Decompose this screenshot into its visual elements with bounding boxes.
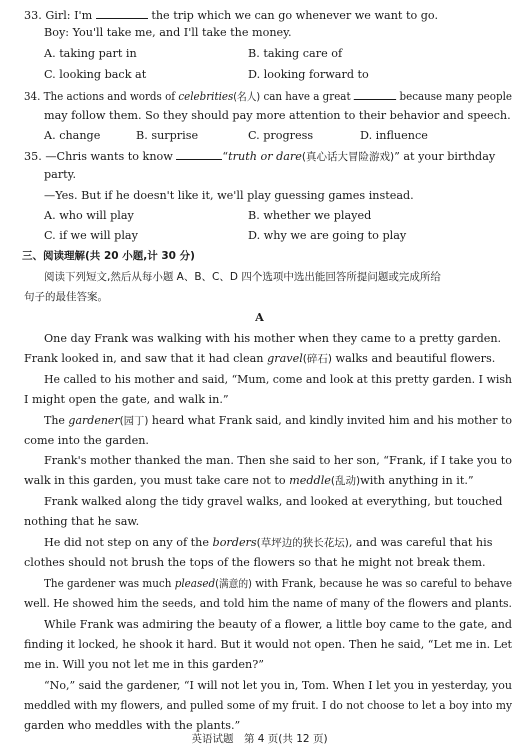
answer-blank bbox=[96, 7, 148, 19]
passage-line: come into the garden. bbox=[24, 434, 149, 447]
passage-line: me in. Will you not let me in this garden?” bbox=[24, 658, 264, 671]
section-heading: 三、阅读理解(共 20 小题,计 30 分) bbox=[22, 250, 195, 262]
passage-line: well. He showed him the seeds, and told him the name of many of the flowers and plants. bbox=[24, 597, 512, 610]
passage-line: I might open the gate, and walk in.” bbox=[24, 393, 229, 406]
question-35-stem: 35. —Chris wants to know “truth or dare(真心话大冒险游戏)” at your birthday bbox=[24, 150, 496, 163]
question-34-stem: 34. The actions and words of celebrities(名人) can have a great because many people bbox=[24, 90, 512, 103]
passage-line: Frank's mother thanked the man. Then she said to her son, “Frank, if I take you to bbox=[44, 454, 513, 467]
passage-line: He did not step on any of the borders(草坪边的狭长花坛), and was careful that his bbox=[44, 536, 493, 549]
answer-blank bbox=[354, 88, 396, 100]
option-35-b: B. whether we played bbox=[248, 209, 372, 222]
passage-line: nothing that he saw. bbox=[24, 515, 140, 528]
passage-line: meddled with my flowers, and pulled some of my fruit. I do not choose to let a boy into my bbox=[24, 699, 512, 712]
question-34-line2: may follow them. So they should pay more attention to their behavior and speech. bbox=[44, 109, 511, 122]
option-35-a: A. who will play bbox=[44, 209, 134, 222]
passage-line: He called to his mother and said, “Mum, come and look at this pretty garden. I wish bbox=[44, 373, 513, 386]
option-33-a: A. taking part in bbox=[44, 47, 137, 60]
passage-line: “No,” said the gardener, “I will not let you in, Tom. When I let you in yesterday, you bbox=[44, 679, 512, 692]
option-34-d: D. influence bbox=[360, 129, 428, 142]
passage-line: The gardener was much pleased(满意的) with Frank, because he was so careful to behave bbox=[44, 577, 512, 590]
option-33-b: B. taking care of bbox=[248, 47, 343, 60]
passage-line: finding it locked, he shook it hard. But it would not open. Then he said, “Let me in. Let bbox=[24, 638, 512, 651]
option-33-d: D. looking forward to bbox=[248, 68, 369, 81]
passage-line: clothes should not brush the tops of the flowers so that he might not break them. bbox=[24, 556, 486, 569]
option-34-c: C. progress bbox=[248, 129, 314, 142]
page-footer: 英语试题 第 4 页(共 12 页) bbox=[191, 733, 328, 745]
passage-line: Frank looked in, and saw that it had clean gravel(碎石) walks and beautiful flowers. bbox=[24, 352, 496, 365]
passage-line: One day Frank was walking with his mother when they came to a pretty garden. bbox=[44, 332, 502, 345]
passage-line: walk in this garden, you must take care not to meddle(乱动)with anything in it.” bbox=[24, 474, 474, 487]
passage-line: While Frank was admiring the beauty of a flower, a little boy came to the gate, and bbox=[44, 618, 512, 631]
question-35-line3: —Yes. But if he doesn't like it, we'll play guessing games instead. bbox=[44, 189, 414, 202]
passage-line: Frank walked along the tidy gravel walks, and looked at everything, but touched bbox=[44, 495, 503, 508]
option-35-c: C. if we will play bbox=[44, 229, 138, 242]
section-instructions-cont: 句子的最佳答案。 bbox=[24, 291, 108, 303]
passage-line: garden who meddles with the plants.” bbox=[24, 719, 241, 732]
option-35-d: D. why we are going to play bbox=[248, 229, 407, 242]
question-35-line2: party. bbox=[44, 168, 77, 181]
option-34-a: A. change bbox=[44, 129, 101, 142]
option-34-b: B. surprise bbox=[136, 129, 199, 142]
question-33-line2: Boy: You'll take me, and I'll take the money. bbox=[44, 26, 292, 39]
question-33-stem: 33. Girl: I'm the trip which we can go whenever we want to go. bbox=[24, 9, 439, 22]
section-instructions: 阅读下列短文,然后从每小题 A、B、C、D 四个选项中选出能回答所提问题或完成所给 bbox=[44, 271, 441, 283]
passage-label: A bbox=[255, 310, 264, 324]
option-33-c: C. looking back at bbox=[44, 68, 147, 81]
answer-blank bbox=[176, 148, 222, 160]
passage-line: The gardener(园丁) heard what Frank said, and kindly invited him and his mother to bbox=[44, 414, 512, 427]
